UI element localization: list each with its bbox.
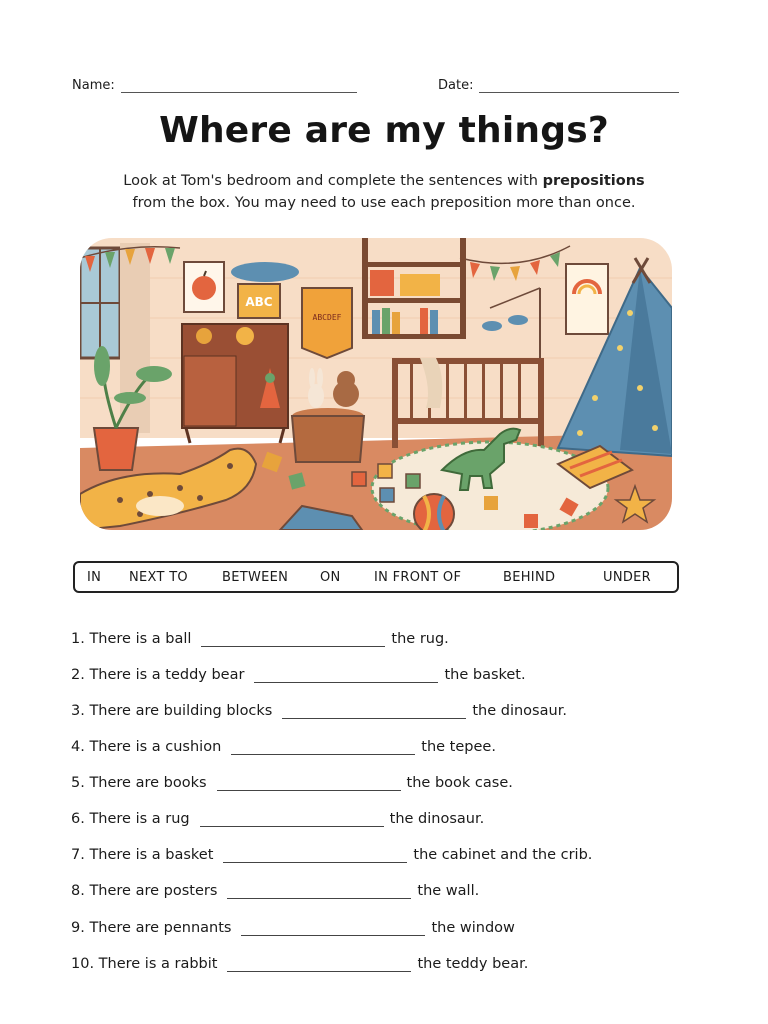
name-field [72,78,357,93]
word-under: UNDER [603,570,651,585]
sentence-ending: the tepee. [421,739,496,755]
instructions [60,170,708,214]
apple-poster [184,262,224,312]
sentence-text: 7. There is a basket [71,847,214,863]
sentence-ending: the teddy bear. [417,956,529,972]
answer-blank[interactable] [254,668,438,683]
answer-blank[interactable] [227,957,411,972]
sentence-text: 8. There are posters [71,883,218,899]
answer-blank[interactable] [282,704,466,719]
instructions-line1: Look at Tom's bedroom and complete the sentences with [123,173,543,189]
name-label: Name: [72,78,115,93]
answer-blank[interactable] [231,740,415,755]
word-in: IN [87,570,102,585]
instructions-line2: from the box. You may need to use each preposition more than once. [132,195,636,211]
sentence-1 [71,627,449,647]
word-on: ON [320,570,341,585]
sentence-9 [71,916,515,936]
header-row [72,78,684,98]
date-input-line[interactable] [479,78,679,93]
sentence-text: 1. There is a ball [71,631,192,647]
sentence-text: 6. There is a rug [71,811,190,827]
name-input-line[interactable] [121,78,357,93]
sentence-ending: the dinosaur. [472,703,567,719]
sentence-text: 10. There is a rabbit [71,956,218,972]
sentence-8 [71,879,479,899]
answer-blank[interactable] [223,848,407,863]
sentence-text: 4. There is a cushion [71,739,222,755]
cabinet [182,324,288,443]
answer-blank[interactable] [201,632,385,647]
sentence-text: 3. There are building blocks [71,703,273,719]
instructions-bold-word: prepositions [542,173,645,189]
worksheet-title: Where are my things? [159,110,609,151]
whale-mobile [231,262,299,282]
date-label: Date: [438,78,474,93]
word-between: BETWEEN [222,570,289,585]
sentence-ending: the book case. [406,775,513,791]
banner-text: ABCDEF [312,313,342,322]
date-field [438,78,679,93]
sentence-5 [71,771,513,791]
sentence-4 [71,735,496,755]
preposition-word-box [73,561,679,593]
sentence-text: 2. There is a teddy bear [71,667,245,683]
abc-poster-text: ABC [245,295,273,309]
sentence-3 [71,699,567,719]
sentence-ending: the window [431,920,515,936]
sentence-text: 5. There are books [71,775,207,791]
alphabet-banner [302,288,352,358]
sentence-10 [71,952,528,972]
answer-blank[interactable] [200,812,384,827]
word-behind: BEHIND [503,570,556,585]
sentence-ending: the basket. [444,667,526,683]
sentence-6 [71,807,484,827]
sentence-ending: the dinosaur. [389,811,485,827]
word-next-to: NEXT TO [129,570,188,585]
sentence-2 [71,663,526,683]
sentence-7 [71,843,592,863]
answer-blank[interactable] [241,921,425,936]
answer-blank[interactable] [227,884,411,899]
ball [414,494,454,530]
sentence-ending: the wall. [417,883,480,899]
rainbow-poster [566,264,608,334]
sentence-ending: the rug. [391,631,449,647]
answer-blank[interactable] [217,776,401,791]
word-in-front-of: IN FRONT OF [374,570,462,585]
abc-poster [238,284,280,318]
sentence-text: 9. There are pennants [71,920,232,936]
bedroom-scene-svg [80,238,672,530]
bedroom-illustration [80,238,672,530]
sentence-ending: the cabinet and the crib. [413,847,593,863]
